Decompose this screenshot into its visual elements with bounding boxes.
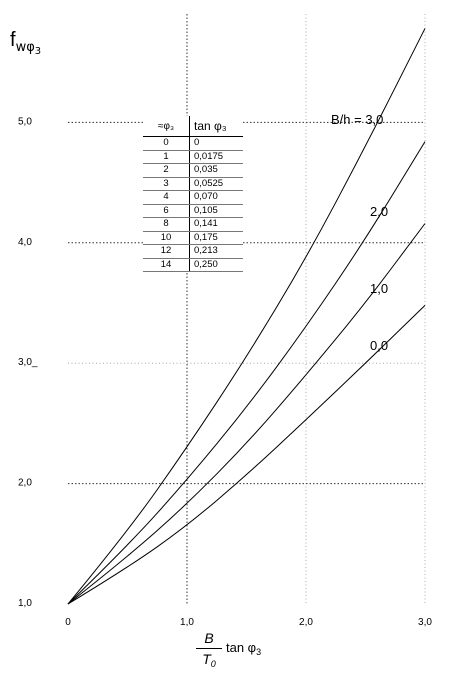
table-row: [143, 258, 243, 272]
y-tick-label-3: 4,0: [18, 236, 32, 248]
table-cell-tan: 0,0175: [190, 150, 244, 164]
table-header-angle: ≈φ₃: [143, 116, 190, 137]
table-cell-tan: 0,141: [190, 218, 244, 232]
table-row: [143, 218, 243, 232]
table-cell-tan: 0,175: [190, 231, 244, 245]
x-axis-fraction: [196, 630, 222, 668]
table-cell-angle: 8: [143, 218, 190, 232]
x-axis-title: [196, 630, 286, 674]
table-cell-tan: 0,105: [190, 204, 244, 218]
table-cell-angle: 12: [143, 245, 190, 259]
table-row: [143, 191, 243, 205]
table-cell-tan: 0,0525: [190, 177, 244, 191]
y-axis-title-sub: wφ: [15, 40, 35, 55]
x-tick-label-2: 2,0: [299, 617, 313, 628]
table-cell-tan: 0,250: [190, 258, 244, 272]
curve-label-2: 1,0: [370, 281, 389, 296]
curve-label-1: 2,0: [370, 204, 389, 219]
y-tick-label-4: 5,0: [18, 116, 32, 128]
x-tick-label-1: 1,0: [180, 617, 194, 628]
x-axis-denominator: [196, 650, 222, 668]
table-cell-angle: 1: [143, 150, 190, 164]
table-row: [143, 231, 243, 245]
table-cell-angle: 4: [143, 191, 190, 205]
x-axis-tan-label: [226, 640, 261, 657]
fraction-bar: [196, 648, 222, 649]
curve-label-0: B/h = 3,0: [331, 112, 384, 127]
table-cell-angle: 0: [143, 137, 190, 151]
y-axis-title-main: f: [10, 29, 16, 51]
table-cell-tan: 0,035: [190, 164, 244, 178]
y-tick-label-0: 1,0: [18, 598, 32, 609]
table-cell-tan: 0,213: [190, 245, 244, 259]
table-cell-angle: 6: [143, 204, 190, 218]
y-axis-title: [10, 29, 41, 57]
svg-text:fwφ3: [10, 29, 41, 57]
table-row: [143, 137, 243, 151]
table-cell-angle: 10: [143, 231, 190, 245]
x-tick-label-0: 0: [65, 617, 71, 628]
table-cell-tan: 0,070: [190, 191, 244, 205]
y-tick-label-1: 2,0: [18, 477, 32, 489]
table-row: [143, 204, 243, 218]
table-header-row: [143, 116, 243, 137]
x-tick-label-3: 3,0: [418, 617, 432, 628]
table-row: [143, 150, 243, 164]
table-cell-angle: 3: [143, 177, 190, 191]
table-body: [143, 137, 243, 272]
table-row: [143, 245, 243, 259]
curve-label-3: 0,0: [370, 338, 389, 353]
x-axis-denominator-sub: 0: [210, 659, 216, 669]
table-cell-angle: 2: [143, 164, 190, 178]
table-header-tan: tan φ₃: [190, 116, 244, 137]
curve-labels: [331, 112, 388, 353]
x-axis-denominator-text: T: [202, 651, 211, 667]
x-axis-numerator: B: [204, 630, 214, 646]
reference-table: [143, 116, 243, 272]
x-axis-tan-text: tan φ: [226, 640, 257, 655]
grid-lines: [68, 14, 425, 604]
table-row: [143, 177, 243, 191]
y-tick-label-2: 3,0_: [18, 357, 38, 369]
y-axis-title-index: 3: [34, 46, 42, 57]
table-cell-angle: 14: [143, 258, 190, 272]
table-row: [143, 164, 243, 178]
x-axis-tan-sub: 3: [256, 647, 262, 657]
table-cell-tan: 0: [190, 137, 244, 151]
